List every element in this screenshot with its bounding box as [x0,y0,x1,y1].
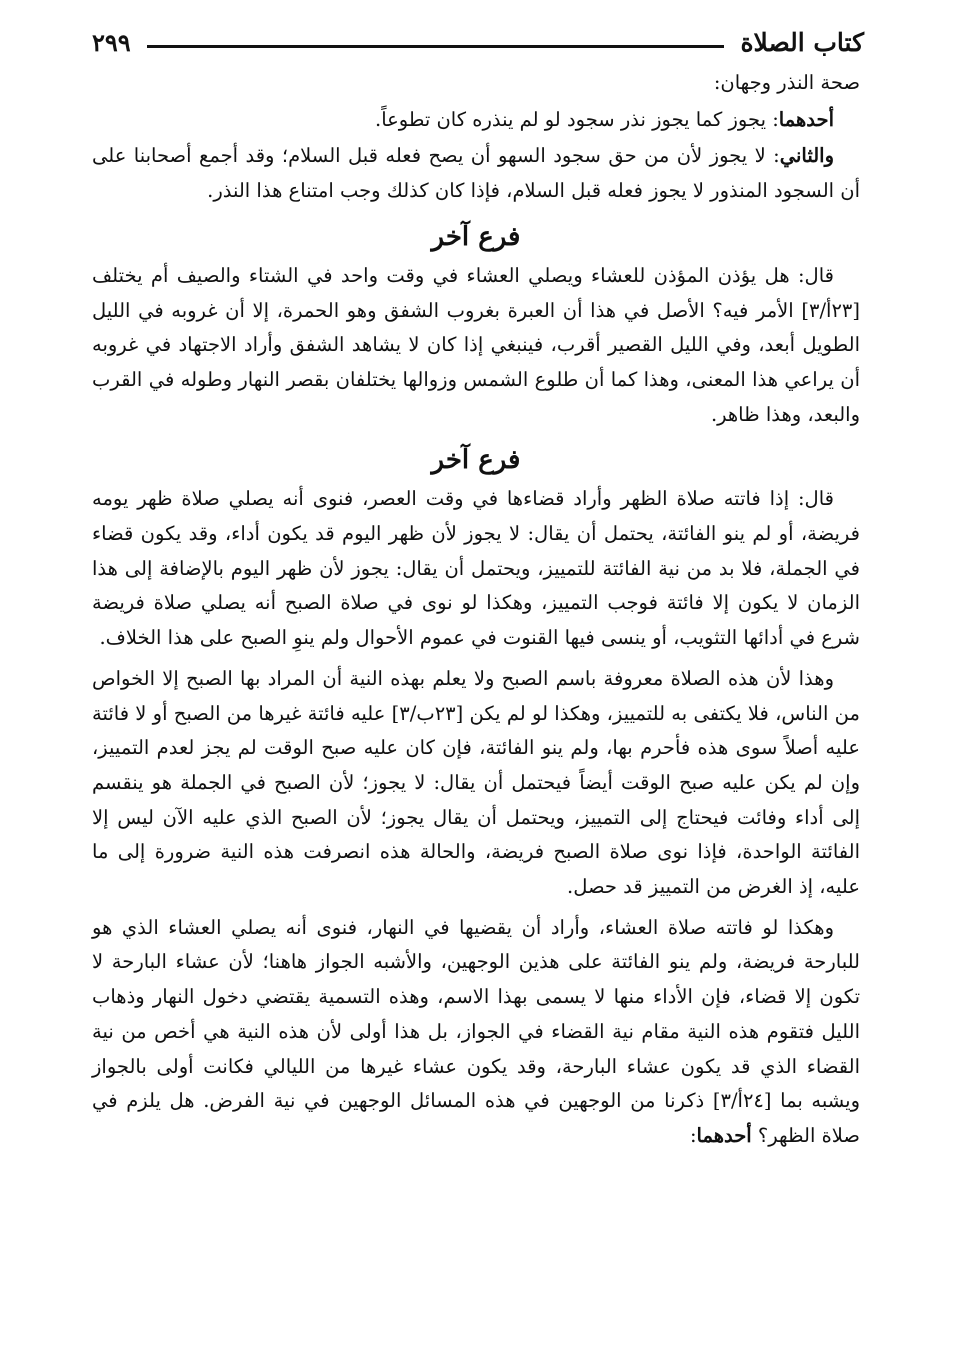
section-2-paragraph-3 [92,911,860,1154]
book-title: كتاب الصلاة [740,27,864,57]
section-2-paragraph-1: قال: إذا فاتته صلاة الظهر وأراد قضاءها في وقت العصر، فنوى أنه يصلي صلاة ظهر يومه فريضة، أو لم ينو الفائتة، يحتمل أن يقال: لا يجوز لأن ظهر اليوم قد يكون أداء، وقد يكون قضاء في الجملة، فلا بد من نية الفائتة للتمييز، ويحتمل أن يقال: يجوز لأن ظهر اليوم بالإضافة إلى هذا الزمان لا يكون إلا فائتة فوجب التمييز، وهكذا لو نوى في صلاة الصبح أنه يصلي صلاة فريضة شرع في أدائها التثويب، أو ينسى فيها القنوت في عموم الأحوال ولم ينوِ الصبح على هذا الخلاف. [92,487,860,650]
opinion-two-text: : لا يجوز لأن من حق سجود السهو أن يصح فعله قبل السلام؛ وقد أجمع أصحابنا على أن السجود المنذور لا يجوز فعله قبل السلام، فإذا كان كذلك وجب امتناع هذا النذر. [92,144,860,203]
section-heading-2: فرع آخر [431,445,521,476]
opinion-one-text: : يجوز كما يجوز نذر سجود لو لم ينذره كان تطوعاً. [375,107,779,131]
section-2-paragraph-3-end: : [689,1123,697,1147]
page-body [92,66,860,1160]
intro-line: صحة النذر وجهان: [713,71,860,94]
opinion-one-label: أحدهما [778,107,834,131]
header-rule [147,45,725,48]
section-1-paragraph: قال: هل يؤذن المؤذن للعشاء ويصلي العشاء في وقت واحد في الشتاء والصيف أم يختلف [٢٣أ/٣] الأمر فيه؟ الأصل في هذا أن العبرة بغروب الشفق وهو الحمرة، إلا أن غروبه في الليل الطويل أبعد، وفي الليل القصير أقرب، فينبغي إذا كان لا يشاهد الشفق وأراد الاجتهاد في غروبه أن يراعي هذا المعنى، وهذا كما أن طلوع الشمس وزوالها يختلفان بقصر النهار وطوله في القرب والبعد، وهذا ظاهر. [92,263,860,426]
opinion-two-paragraph [92,139,860,208]
page-header [92,22,864,62]
page-number: ٢٩٩ [92,27,131,57]
opinion-one-paragraph [92,103,860,138]
section-2-paragraph-3-label: أحدهما [696,1123,752,1147]
section-2-paragraph-3-text: وهكذا لو فاتته صلاة العشاء، وأراد أن يقضيها في النهار، فنوى أنه يصلي العشاء الذي هو للبارحة فريضة، ولم ينو الفائتة على هذين الوجهين، والأشبه الجواز هاهنا؛ لأن عشاء البارحة لا تكون إلا قضاء، فإن الأداء منها لا يسمى بهذا الاسم، وهذه التسمية يقتضي دخول النهار وذهاب الليل فتقوم هذه النية مقام نية القضاء في الجواز، بل هذا أولى لأن هذه النية هي أخص من نية القضاء الذي قد يكون عشاء البارحة، وقد يكون عشاء غيرها من الليالي فكانت أولى بالجواز ويشبه بما [٢٤أ/٣] ذكرنا من الوجهين في هذه المسائل الوجهين في نية الفرض. هل يلزم في صلاة الظهر؟ [92,915,860,1147]
section-2-paragraph-2: وهذا لأن هذه الصلاة معروفة باسم الصبح ولا يعلم بهذه النية أن المراد بها الصبح إلا الخواص من الناس، فلا يكتفى به للتمييز، وهكذا لو لم يكن [٢٣ب/٣] عليه فائتة غيرها من الصبح أو لا فائتة عليه أصلاً سوى هذه فأحرم بها، ولم ينو الفائتة، فإن كان عليه صبح الوقت لم يجز لعدم التمييز، وإن لم يكن عليه صبح الوقت أيضاً فيحتمل أن يقال: لا يجوز؛ لأن الصبح في الجملة هو ينقسم إلى أداء وفائت فيحتاج إلى التمييز، ويحتمل أن يقال يجوز؛ لأن الصبح الذي عليه الآن ليس إلا الفائتة الواحدة، فإذا نوى صلاة الصبح فريضة، والحالة هذه انصرفت هذه النية ضرورة إلى ما عليه، إذ الغرض من التمييز قد حصل. [92,666,860,899]
opinion-two-label: والثاني [779,144,834,168]
section-heading-1: فرع آخر [431,221,521,252]
